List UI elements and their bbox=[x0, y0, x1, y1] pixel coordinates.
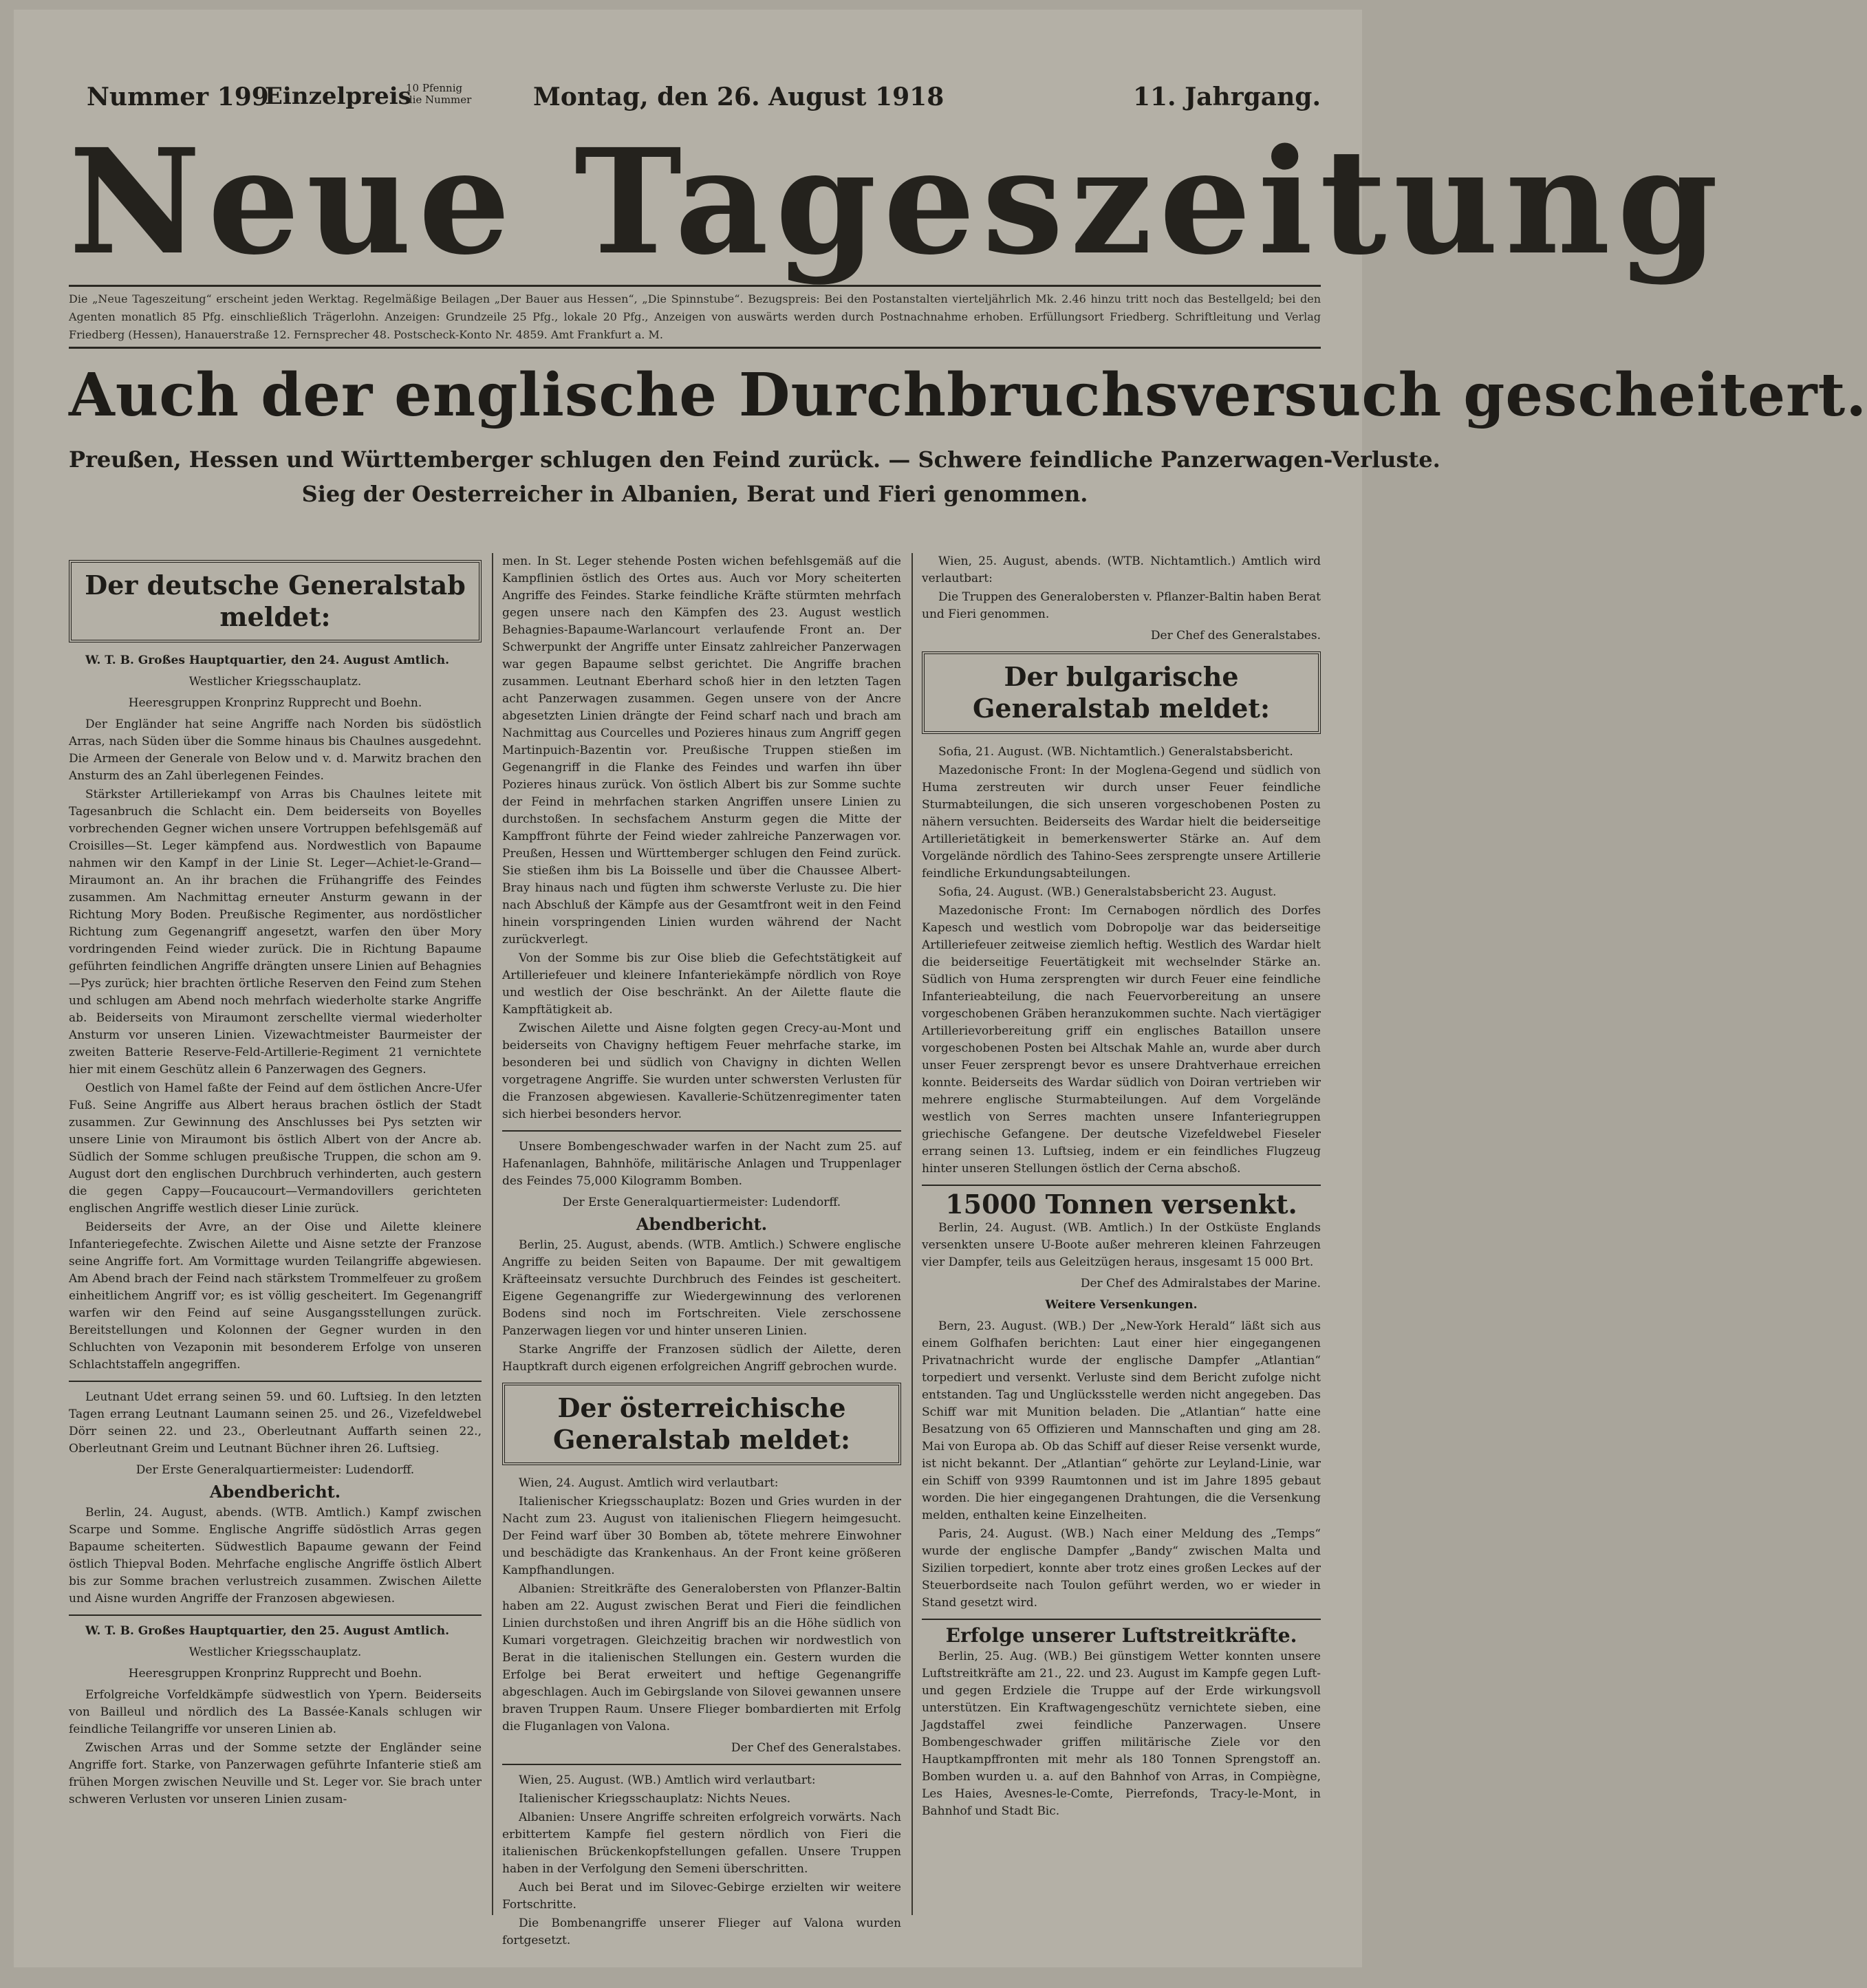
paragraph: Italienischer Kriegsschauplatz: Nichts Neues. bbox=[519, 1792, 791, 1806]
paragraph: men. In St. Leger stehende Posten wichen befehlsgemäß auf die Kampflinien östlich des Ortes aus. Auch vor Mory scheiterten Angriffe des Feindes. Starke feindliche Kräfte stürmten mehrfach gegen unsere nach den Kämpfen des 23. August westlich Behagnies-Bapaume-Warlancourt verlaufende Front an. Der Schwerpunkt der Angriffe unter Einsatz zahlreicher Panzerwagen war gegen Bapaume selbst gerichtet. Die Angriffe brachen zusammen. Leutnant Eberhard schoß hier in den letzten Tagen acht Panzerwagen zusammen. Gegen unsere von der Ancre abgesetzten Linien drängte der Feind scharf nach und brach am Nachmittag aus Courcelles und Pozieres hinaus zum Angriff gegen Martinpuich-Bazentin vor. Preußische Truppen stießen im Gegenangriff in die Flanke des Feindes und warfen ihn über Pozieres hinaus zurück. Von östlich Albert bis zur Somme suchte der Feind in mehrfachen starken Angriffen unsere Linien zu durchstoßen. In sechsfachem Ansturm gegen die Mitte der Kampffront führte der Feind wieder zahlreiche Panzerwagen vor. Preußen, Hessen und Württemberger schlugen den Feind zurück. Sie stießen ihm bis La Boisselle und über die Chaussee Albert-Bray hinaus nach und fügten ihm schwerste Verluste zu. Die hier nach Abschluß der Kämpfe aus der Gesamtfront weit in den Feind hinein vorspringenden Linien wurden während der Nacht zurückverlegt. bbox=[502, 554, 901, 947]
paragraph: Berlin, 24. August. (WB. Amtlich.) In der Ostküste Englands versenkten unsere U-Boote außer mehreren kleinen Fahrzeugen vier Dampfer, teils aus Geleitzügen heraus, insgesamt 15 000 Brt. bbox=[922, 1221, 1321, 1269]
separator bbox=[502, 1130, 901, 1132]
tonnage-headline: 15000 Tonnen versenkt. bbox=[945, 1189, 1297, 1220]
paragraph: Berlin, 25. August, abends. (WTB. Amtlich.) Schwere englische Angriffe zu beiden Seiten von Bapaume. Der mit gewaltigem Kräfteeinsatz versuchte Durchbruch des Feindes ist gescheitert. Eigene Gegenangriffe zur Wiedergewinnung des verlorenen Bodens sind noch im Fortschreiten. Viele zerschossene Panzerwagen liegen vor und hinter unseren Linien. bbox=[502, 1238, 901, 1338]
paragraph: Wien, 24. August. Amtlich wird verlautbart: bbox=[519, 1476, 779, 1490]
issue-date: Montag, den 26. August 1918 bbox=[533, 83, 945, 111]
paragraph: Oestlich von Hamel faßte der Feind auf dem östlichen Ancre-Ufer Fuß. Seine Angriffe aus Albert heraus brachen östlich der Stadt zusammen. Zur Gewinnung des Anschlusses bei Pys setzten wir unsere Linie von Miraumont bis östlich Albert von der Ancre ab. Südlich der Somme schlugen preußische Truppen, die schon am 9. August dort den englischen Durchbruch verhinderten, auch gestern die gegen Cappy—Foucaucourt—Vermandovillers gerichteten englischen Angriffe westlich dieser Linie zurück. bbox=[69, 1081, 482, 1216]
paragraph: Berlin, 25. Aug. (WB.) Bei günstigem Wetter konnten unsere Luftstreitkräfte am 21., 22. und 23. August im Kampfe gegen Luft- und gegen Erdziele die Truppe auf der Erde wirkungsvoll unterstützen. Ein Kraftwagengeschütz vernichtete sieben, eine Jagdstaffel zwei feindliche Panzerwagen. Unsere Bombengeschwader griffen militärische Ziele vor den Hauptkampffronten mit mehr als 180 Tonnen Sprengstoff an. Bomben wurden u. a. auf den Bahnhof von Arras, in Compiègne, Les Haies, Avesnes-le-Comte, Pierrefonds, Tracy-le-Mont, in Bahnhof und Stadt Bic. bbox=[922, 1650, 1321, 1818]
evening-report-heading: Abendbericht. bbox=[209, 1482, 341, 1502]
austrian-staff-box: Der österreichische Generalstab meldet: bbox=[502, 1383, 901, 1465]
headline: Auch der englische Durchbruchsversuch gescheitert. bbox=[69, 360, 1867, 430]
header-line bbox=[69, 78, 1321, 120]
air-force-headline: Erfolge unserer Luftstreitkräfte. bbox=[945, 1624, 1297, 1647]
paragraph: Zwischen Ailette und Aisne folgten gegen Crecy-au-Mont und beiderseits von Chavigny heftigem Feuer mehrfache starke, im besonderen bei und südlich von Chavigny in dichten Wellen vorgetragene Angriffe. Sie wurden unter schwersten Verlusten für die Franzosen abgewiesen. Kavallerie-Schützenregimenter taten sich hierbei besonders hervor. bbox=[502, 1022, 901, 1121]
price-label: Einzelpreis bbox=[265, 83, 411, 110]
paragraph: Erfolgreiche Vorfeldkämpfe südwestlich von Ypern. Beiderseits von Bailleul und nördlich des La Bassée-Kanals schlugen wir feindliche Teilangriffe vor unseren Linien ab. bbox=[69, 1688, 482, 1736]
paragraph: Albanien: Unsere Angriffe schreiten erfolgreich vorwärts. Nach erbittertem Kampfe fiel gestern nördlich von Fieri die italienischen Brückenkopfstellungen gefallen. Unsere Truppen haben in der Verfolgung den Semeni überschritten. bbox=[502, 1811, 901, 1876]
price-value: 10 Pfennig bbox=[406, 82, 463, 94]
subheadline-2: Sieg der Oesterreicher in Albanien, Berat und Fieri genommen. bbox=[301, 481, 1088, 507]
column-divider bbox=[911, 553, 913, 1915]
paragraph: Bern, 23. August. (WB.) Der „New-York Herald“ läßt sich aus einem Golfhafen berichten: Laut einer hier eingegangenen Privatnachricht wurde der englische Dampfer „Atlantian“ torpediert und versenkt. Verluste sind dem Bericht zufolge nicht entstanden. Tag und Unglücksstelle werden nicht angegeben. Das Schiff war mit Munition beladen. Die „Atlantian“ hatte eine Besatzung von 65 Offizieren und Mannschaften und ging am 28. Mai von Europa ab. Ob das Schiff auf dieser Reise versenkt wurde, ist nicht bekannt. Der „Atlantian“ gehörte zur Leyland-Linie, war ein Schiff von 9399 Raumtonnen und ist im Jahre 1895 gebaut worden. Die hier eingegangenen Drahtungen, die die Versenkung melden, enthalten keine Einzelheiten. bbox=[922, 1319, 1321, 1522]
paragraph: Starke Angriffe der Franzosen südlich der Ailette, deren Hauptkraft durch eigenen erfolgreichen Angriff gebrochen wurde. bbox=[502, 1343, 901, 1374]
theater-heading: Westlicher Kriegsschauplatz. bbox=[188, 1645, 362, 1659]
bulgarian-staff-box: Der bulgarische Generalstab meldet: bbox=[922, 651, 1321, 734]
army-group: Heeresgruppen Kronprinz Rupprecht und Boehn. bbox=[128, 696, 422, 710]
signature: Der Chef des Admiralstabes der Marine. bbox=[1080, 1277, 1321, 1290]
signature: Der Chef des Generalstabes. bbox=[1150, 629, 1321, 642]
paragraph: Auch bei Berat und im Silovec-Gebirge erzielten wir weitere Fortschritte. bbox=[502, 1881, 901, 1912]
price-info bbox=[406, 83, 471, 106]
paragraph: Stärkster Artilleriekampf von Arras bis Chaulnes leitete mit Tagesanbruch die Schlacht ein. Dem beiderseits von Boyelles vorbrechenden Gegner wichen unsere Vortruppen befehlsgemäß auf Croisilles—St. Leger kämpfend aus. Nordwestlich von Bapaume nahmen wir den Kampf in der Linie St. Leger—Achiet-le-Grand—Miraumont an. An ihr brachen die Frühangriffe des Feindes zusammen. Am Nachmittag erneuter Ansturm gewann in der Richtung Mory Boden. Preußische Regimenter, aus nordöstlicher Richtung zum Gegenangriff angesetzt, warfen den über Mory vordringenden Feind wieder zurück. Die in Richtung Bapaume geführten feindlichen Angriffe drängten unsere Linien auf Behagnies—Pys zurück; hier brachten örtliche Reserven den Feind zum Stehen und schlugen am Abend noch mehrfach wiederholte starke Angriffe ab. Beiderseits von Miraumont zerschellte viermal wiederholter Ansturm vor unseren Linien. Vizewachtmeister Baurmeister der zweiten Batterie Reserve-Feld-Artillerie-Regiment 21 vernichtete hier mit einem Geschütz allein 6 Panzerwagen des Gegners. bbox=[69, 788, 482, 1077]
price-unit: die Nummer bbox=[406, 94, 472, 106]
paragraph: Leutnant Udet errang seinen 59. und 60. Luftsieg. In den letzten Tagen errang Leutnant Laumann seinen 25. und 26., Vizefeldwebel Dörr seinen 22. und 23., Oberleutnant Auffarth seinen 22., Oberleutnant Greim und Leutnant Büchner ihren 26. Luftsieg. bbox=[69, 1390, 482, 1456]
paragraph: Von der Somme bis zur Oise blieb die Gefechtstätigkeit auf Artilleriefeuer und kleinere Infanteriekämpfe nördlich von Roye und westlich der Oise beschränkt. An der Ailette flaute die Kampftätigkeit ab. bbox=[502, 951, 901, 1017]
column-divider bbox=[492, 553, 493, 1915]
column-3 bbox=[922, 553, 1321, 1915]
issue-number: Nummer 199 bbox=[87, 83, 269, 111]
theater-heading: Westlicher Kriegsschauplatz. bbox=[188, 675, 362, 689]
army-group: Heeresgruppen Kronprinz Rupprecht und Boehn. bbox=[128, 1667, 422, 1681]
german-staff-box: Der deutsche Generalstab meldet: bbox=[69, 560, 482, 642]
paragraph: Albanien: Streitkräfte des Generalobersten von Pflanzer-Baltin haben am 22. August zwischen Berat und Fieri die feindlichen Linien durchstoßen und ihren Angriff bis an die Höhe südlich von Kumari vorgetragen. Gleichzeitig brachen wir nordwestlich von Berat in die italienischen Stellungen ein. Gestern wurden die Erfolge bei Berat erweitert und heftige Gegenangriffe abgeschlagen. Auch im Gebirgslande von Silovei gewannen unsere braven Truppen Raum. Unsere Flieger bombardierten mit Erfolg die Fluganlagen von Valona. bbox=[502, 1582, 901, 1733]
evening-report-heading: Abendbericht. bbox=[636, 1214, 768, 1234]
separator bbox=[69, 1614, 482, 1616]
paragraph: Wien, 25. August. (WB.) Amtlich wird verlautbart: bbox=[519, 1773, 816, 1787]
subheadline-1: Preußen, Hessen und Württemberger schlugen den Feind zurück. — Schwere feindliche Panzerwagen-Verluste. bbox=[69, 446, 1440, 473]
paragraph: Mazedonische Front: In der Moglena-Gegend und südlich von Huma zerstreuten wir durch unser Feuer feindliche Sturmabteilungen, die sich unseren vorgeschobenen Posten zu nähern versuchten. Beiderseits des Wardar hielt die beiderseitige Artillerietätigkeit in bemerkenswerter Stärke an. Auf dem Vorgelände nördlich des Tahino-Sees zersprengte unsere Artillerie feindliche Erkundungsabteilungen. bbox=[922, 764, 1321, 880]
paragraph: Sofia, 24. August. (WB.) Generalstabsbericht 23. August. bbox=[938, 885, 1277, 899]
paragraph: Italienischer Kriegsschauplatz: Bozen und Gries wurden in der Nacht zum 23. August von italienischen Fliegern heimgesucht. Der Feind warf über 30 Bomben ab, tötete mehrere Einwohner und beschädigte das Krankenhaus. An der Front keine größeren Kampfhandlungen. bbox=[502, 1495, 901, 1577]
rule-bottom bbox=[69, 347, 1321, 349]
paragraph: Beiderseits der Avre, an der Oise und Ailette kleinere Infanteriegefechte. Zwischen Ailette und Aisne setzte der Franzose seine Angriffe fort. Am Vormittage wurden Teilangriffe abgewiesen. Am Abend brach der Feind nach stärkstem Trommelfeuer zu großem einheitlichem Angriff vor; es ist völlig gescheitert. Im Gegenangriff warfen wir den Feind auf seine Ausgangsstellungen zurück. Bereitstellungen und Kolonnen der Gegner wurden in den Schluchten von Vezaponin mit besonderem Erfolge von unseren Schlachtstaffeln angegriffen. bbox=[69, 1220, 482, 1372]
column-2 bbox=[502, 553, 901, 1947]
paragraph: Der Engländer hat seine Angriffe nach Norden bis südöstlich Arras, nach Süden über die Somme hinaus bis Chaulnes ausgedehnt. Die Armeen der Generale von Below und v. d. Marwitz brachen den Ansturm des an Zahl überlegenen Feindes. bbox=[69, 717, 482, 783]
paragraph: Zwischen Arras und der Somme setzte der Engländer seine Angriffe fort. Starke, von Panzerwagen geführte Infanterie stieß am frühen Morgen zwischen Neuville und St. Leger vor. Sie brach unter schweren Verlusten vor unseren Linien zusam- bbox=[69, 1741, 482, 1806]
signature: Der Chef des Generalstabes. bbox=[731, 1741, 901, 1755]
subheading: Weitere Versenkungen. bbox=[1045, 1298, 1198, 1312]
paragraph: Paris, 24. August. (WB.) Nach einer Meldung des „Temps“ wurde der englische Dampfer „Bandy“ zwischen Malta und Sizilien torpediert, konnte aber trotz eines großen Leckes auf der Steuerbordseite nach Toulon geführt werden, wo er wieder in Stand gesetzt wird. bbox=[922, 1527, 1321, 1610]
signature: Der Erste Generalquartiermeister: Ludendorff. bbox=[562, 1196, 841, 1209]
column-1 bbox=[69, 553, 482, 1915]
subscription-info: Die „Neue Tageszeitung“ erscheint jeden Werktag. Regelmäßige Beilagen „Der Bauer aus Hessen“, „Die Spinnstube“. Bezugspreis: Bei den Postanstalten vierteljährlich Mk. 2.46 hinzu tritt noch das Bestellgeld; bei den Agenten monatlich 85 Pfg. einschließlich Trägerlohn. Anzeigen: Grundzeile 25 Pfg., lokale 20 Pfg., Anzeigen von auswärts werden durch Postnachnahme erhoben. Erfüllungsort Friedberg. Schriftleitung und Verlag Friedberg (Hessen), Hanauerstraße 12. Fernsprecher 48. Postscheck-Konto Nr. 4859. Amt Frankfurt a. M. bbox=[69, 292, 1321, 341]
dateline: W. T. B. Großes Hauptquartier, den 25. August Amtlich. bbox=[85, 1624, 450, 1638]
paragraph: Die Bombenangriffe unserer Flieger auf Valona wurden fortgesetzt. bbox=[502, 1916, 901, 1947]
separator bbox=[922, 1619, 1321, 1620]
paragraph: Die Truppen des Generalobersten v. Pflanzer-Baltin haben Berat und Fieri genommen. bbox=[922, 590, 1321, 621]
separator bbox=[922, 1185, 1321, 1186]
signature: Der Erste Generalquartiermeister: Ludendorff. bbox=[136, 1463, 415, 1477]
volume: 11. Jahrgang. bbox=[1132, 83, 1321, 111]
paragraph: Berlin, 24. August, abends. (WTB. Amtlich.) Kampf zwischen Scarpe und Somme. Englische Angriffe südöstlich Arras gegen Bapaume scheiterten. Südwestlich Bapaume gewann der Feind östlich Thiepval Boden. Mehrfache englische Angriffe östlich Albert bis zur Somme brachen verlustreich zusammen. Zwischen Ailette und Aisne wurden Angriffe der Franzosen abgewiesen. bbox=[69, 1506, 482, 1606]
separator bbox=[502, 1764, 901, 1765]
paragraph: Sofia, 21. August. (WB. Nichtamtlich.) Generalstabsbericht. bbox=[938, 745, 1293, 759]
separator bbox=[69, 1381, 482, 1382]
rule-top bbox=[69, 285, 1321, 287]
newspaper-page bbox=[14, 10, 1867, 1967]
masthead-title: Neue Tageszeitung bbox=[69, 117, 1725, 287]
dateline: W. T. B. Großes Hauptquartier, den 24. August Amtlich. bbox=[85, 653, 450, 667]
paragraph: Wien, 25. August, abends. (WTB. Nichtamtlich.) Amtlich wird verlautbart: bbox=[922, 554, 1321, 585]
paragraph: Unsere Bombengeschwader warfen in der Nacht zum 25. auf Hafenanlagen, Bahnhöfe, militärische Anlagen und Truppenlager des Feindes 75,000 Kilogramm Bomben. bbox=[502, 1140, 901, 1188]
paragraph: Mazedonische Front: Im Cernabogen nördlich des Dorfes Kapesch und westlich vom Dobropolje war das beiderseitige Artilleriefeuer zeitweise ziemlich heftig. Westlich des Wardar hielt die beiderseitige Feuertätigkeit mit wechselnder Stärke an. Südlich von Huma zersprengten wir durch Feuer eine feindliche Infanterieabteilung, die nach Feuervorbereitung an unsere vorgeschobenen Gräben heranzukommen suchte. Nach viertägiger Artillerievorbereitung griff ein englisches Bataillon unsere vorgeschobenen Posten bei Altschak Mahle an, wurde aber durch unser Feuer zersprengt bevor es unsere Drahtverhaue erreichen konnte. Beiderseits des Wardar südlich von Doiran vertrieben wir mehrere englische Sturmabteilungen. Auf dem Vorgelände westlich von Serres machten unsere Infanteriegruppen griechische Gefangene. Der deutsche Vizefeldwebel Fieseler errang seinen 13. Luftsieg, indem er ein feindliches Flugzeug hinter unseren Stellungen östlich der Cerna abschoß. bbox=[922, 904, 1321, 1176]
